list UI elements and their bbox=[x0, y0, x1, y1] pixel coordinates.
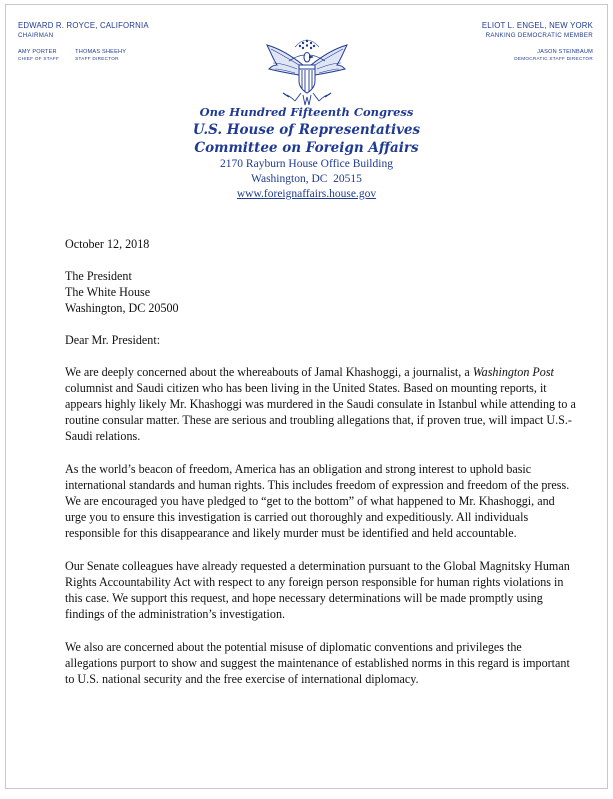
letter-body bbox=[65, 236, 577, 704]
address-line-1: 2170 Rayburn House Office Building bbox=[220, 158, 393, 170]
paragraph bbox=[65, 364, 577, 444]
publication-name: Washington Post bbox=[472, 365, 554, 379]
great-seal-eagle-icon bbox=[259, 35, 355, 111]
paragraph: We also are concerned about the potential misuse of diplomatic conventions and privileges the allegations purport to show and suggest the maintenance of established norms in this regard is important to U.S. national security and the free exercise of international diplomacy. bbox=[65, 640, 570, 686]
committee-name: Committee on Foreign Affairs bbox=[194, 140, 419, 156]
chairman-title: CHAIRMAN bbox=[18, 32, 54, 39]
left-staff-list bbox=[18, 49, 149, 62]
salutation: Dear Mr. President: bbox=[65, 333, 161, 347]
staff-title: DEMOCRATIC STAFF DIRECTOR bbox=[514, 56, 593, 61]
letterhead-right bbox=[482, 21, 593, 62]
right-staff bbox=[482, 49, 593, 62]
ranking-member-name: ELIOT L. ENGEL, NEW YORK bbox=[481, 21, 593, 30]
paragraph-text: We are deeply concerned about the whereabouts of Jamal Khashoggi, a journalist, a bbox=[65, 365, 473, 379]
staff-name: THOMAS SHEEHY bbox=[75, 49, 127, 55]
address-line-2: Washington, DC 20515 bbox=[251, 173, 362, 185]
addressee-block bbox=[65, 268, 577, 316]
staff-title: CHIEF OF STAFF bbox=[18, 56, 60, 61]
committee-header bbox=[6, 104, 607, 202]
staff-title: STAFF DIRECTOR bbox=[75, 56, 119, 61]
paragraph: As the world’s beacon of freedom, America has an obligation and strong interest to uphold basic international standards and human rights. This includes freedom of expression and freedom of the press. We are encouraged you have pledged to “get to the bottom” of what happened to Mr. Khashoggi, and urge you to ensure this investigation is carried out thoroughly and expeditiously. All individuals responsible for this disappearance and likely murder must be identified and held accountable. bbox=[65, 462, 570, 540]
letter-date: October 12, 2018 bbox=[65, 237, 150, 251]
addressee-line: Washington, DC 20500 bbox=[65, 301, 179, 315]
letter-page bbox=[5, 4, 608, 789]
chairman-name: EDWARD R. ROYCE, CALIFORNIA bbox=[18, 21, 149, 30]
paragraph: Our Senate colleagues have already requested a determination pursuant to the Global Magnitsky Human Rights Accountability Act with respect to any foreign person responsible for human rights violations in this case. We support this request, and hope necessary determinations will be made promptly using findings of the administration’s investigation. bbox=[65, 559, 570, 621]
website-link[interactable]: www.foreignaffairs.house.gov bbox=[236, 188, 377, 200]
house-name: U.S. House of Representatives bbox=[192, 122, 421, 138]
paragraph-text: columnist and Saudi citizen who has been living in the United States. Based on mounting reports, it appears highly likely Mr. Khashoggi was murdered in the Saudi consulate in Istanbul while attending to a routine consular matter. These are serious and troubling allegations that, if proven true, will impact U.S.-Saudi relations. bbox=[65, 381, 576, 443]
ranking-member-title: RANKING DEMOCRATIC MEMBER bbox=[485, 32, 593, 39]
staff-entry bbox=[18, 49, 59, 62]
addressee-line: The White House bbox=[65, 285, 151, 299]
addressee-line: The President bbox=[65, 269, 132, 283]
staff-entry bbox=[75, 49, 126, 62]
congress-name: One Hundred Fifteenth Congress bbox=[199, 105, 414, 119]
staff-name: JASON STEINBAUM bbox=[537, 49, 593, 55]
staff-name: AMY PORTER bbox=[18, 49, 57, 55]
letterhead-left bbox=[18, 21, 149, 62]
